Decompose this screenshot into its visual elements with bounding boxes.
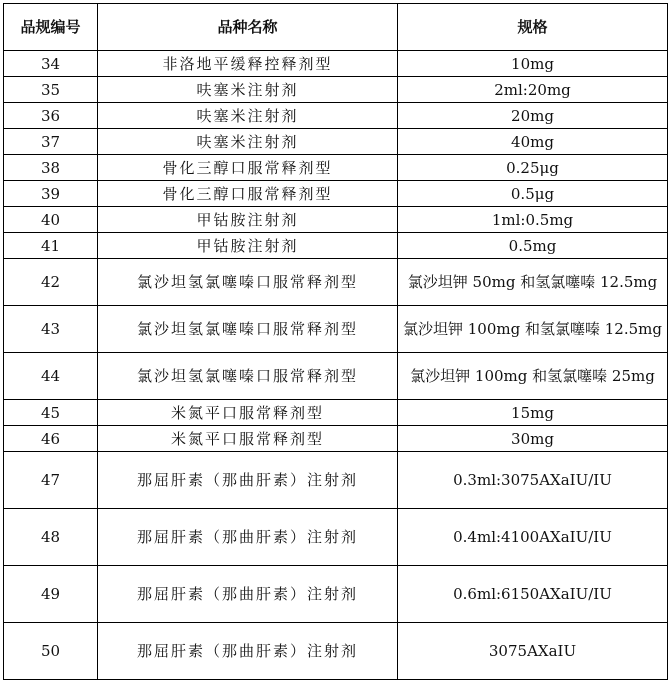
table-row xyxy=(4,103,668,129)
cell-spec: 0.4ml:4100AXaIU/IU xyxy=(398,509,668,566)
table-row xyxy=(4,207,668,233)
cell-code: 43 xyxy=(4,306,98,353)
cell-code: 41 xyxy=(4,233,98,259)
cell-name: 氯沙坦氢氯噻嗪口服常释剂型 xyxy=(98,259,398,306)
cell-name: 非洛地平缓释控释剂型 xyxy=(98,51,398,77)
cell-name: 呋塞米注射剂 xyxy=(98,103,398,129)
cell-spec: 0.5mg xyxy=(398,233,668,259)
table-row xyxy=(4,509,668,566)
cell-spec: 0.25μg xyxy=(398,155,668,181)
cell-code: 39 xyxy=(4,181,98,207)
cell-spec: 氯沙坦钾 100mg 和氢氯噻嗪 25mg xyxy=(398,353,668,400)
drug-spec-table xyxy=(3,3,668,680)
table-row xyxy=(4,155,668,181)
cell-name: 甲钴胺注射剂 xyxy=(98,233,398,259)
cell-spec: 3075AXaIU xyxy=(398,623,668,680)
table-row xyxy=(4,623,668,680)
cell-spec: 0.6ml:6150AXaIU/IU xyxy=(398,566,668,623)
cell-spec: 20mg xyxy=(398,103,668,129)
cell-code: 47 xyxy=(4,452,98,509)
header-name: 品种名称 xyxy=(98,4,398,51)
table-row xyxy=(4,426,668,452)
cell-code: 42 xyxy=(4,259,98,306)
cell-spec: 氯沙坦钾 100mg 和氢氯噻嗪 12.5mg xyxy=(398,306,668,353)
cell-code: 49 xyxy=(4,566,98,623)
cell-name: 氯沙坦氢氯噻嗪口服常释剂型 xyxy=(98,353,398,400)
cell-spec: 10mg xyxy=(398,51,668,77)
cell-code: 44 xyxy=(4,353,98,400)
cell-code: 48 xyxy=(4,509,98,566)
table-header-row xyxy=(4,4,668,51)
cell-spec: 40mg xyxy=(398,129,668,155)
cell-code: 35 xyxy=(4,77,98,103)
table-row xyxy=(4,129,668,155)
header-code: 品规编号 xyxy=(4,4,98,51)
table-row xyxy=(4,566,668,623)
cell-code: 50 xyxy=(4,623,98,680)
cell-spec: 2ml:20mg xyxy=(398,77,668,103)
cell-name: 那屈肝素（那曲肝素）注射剂 xyxy=(98,566,398,623)
table-row xyxy=(4,77,668,103)
cell-spec: 0.3ml:3075AXaIU/IU xyxy=(398,452,668,509)
cell-name: 氯沙坦氢氯噻嗪口服常释剂型 xyxy=(98,306,398,353)
cell-name: 那屈肝素（那曲肝素）注射剂 xyxy=(98,623,398,680)
cell-name: 骨化三醇口服常释剂型 xyxy=(98,181,398,207)
cell-code: 40 xyxy=(4,207,98,233)
cell-name: 那屈肝素（那曲肝素）注射剂 xyxy=(98,452,398,509)
cell-spec: 1ml:0.5mg xyxy=(398,207,668,233)
cell-spec: 15mg xyxy=(398,400,668,426)
cell-spec: 氯沙坦钾 50mg 和氢氯噻嗪 12.5mg xyxy=(398,259,668,306)
header-spec: 规格 xyxy=(398,4,668,51)
cell-name: 米氮平口服常释剂型 xyxy=(98,426,398,452)
cell-name: 呋塞米注射剂 xyxy=(98,129,398,155)
table-row xyxy=(4,400,668,426)
cell-code: 37 xyxy=(4,129,98,155)
table-row xyxy=(4,51,668,77)
table-row xyxy=(4,259,668,306)
table-row xyxy=(4,233,668,259)
cell-name: 甲钴胺注射剂 xyxy=(98,207,398,233)
table-row xyxy=(4,306,668,353)
cell-code: 38 xyxy=(4,155,98,181)
cell-code: 45 xyxy=(4,400,98,426)
cell-code: 34 xyxy=(4,51,98,77)
cell-name: 骨化三醇口服常释剂型 xyxy=(98,155,398,181)
cell-name: 米氮平口服常释剂型 xyxy=(98,400,398,426)
cell-spec: 0.5μg xyxy=(398,181,668,207)
cell-name: 呋塞米注射剂 xyxy=(98,77,398,103)
cell-spec: 30mg xyxy=(398,426,668,452)
cell-code: 36 xyxy=(4,103,98,129)
cell-name: 那屈肝素（那曲肝素）注射剂 xyxy=(98,509,398,566)
table-row xyxy=(4,181,668,207)
table-row xyxy=(4,353,668,400)
cell-code: 46 xyxy=(4,426,98,452)
table-row xyxy=(4,452,668,509)
